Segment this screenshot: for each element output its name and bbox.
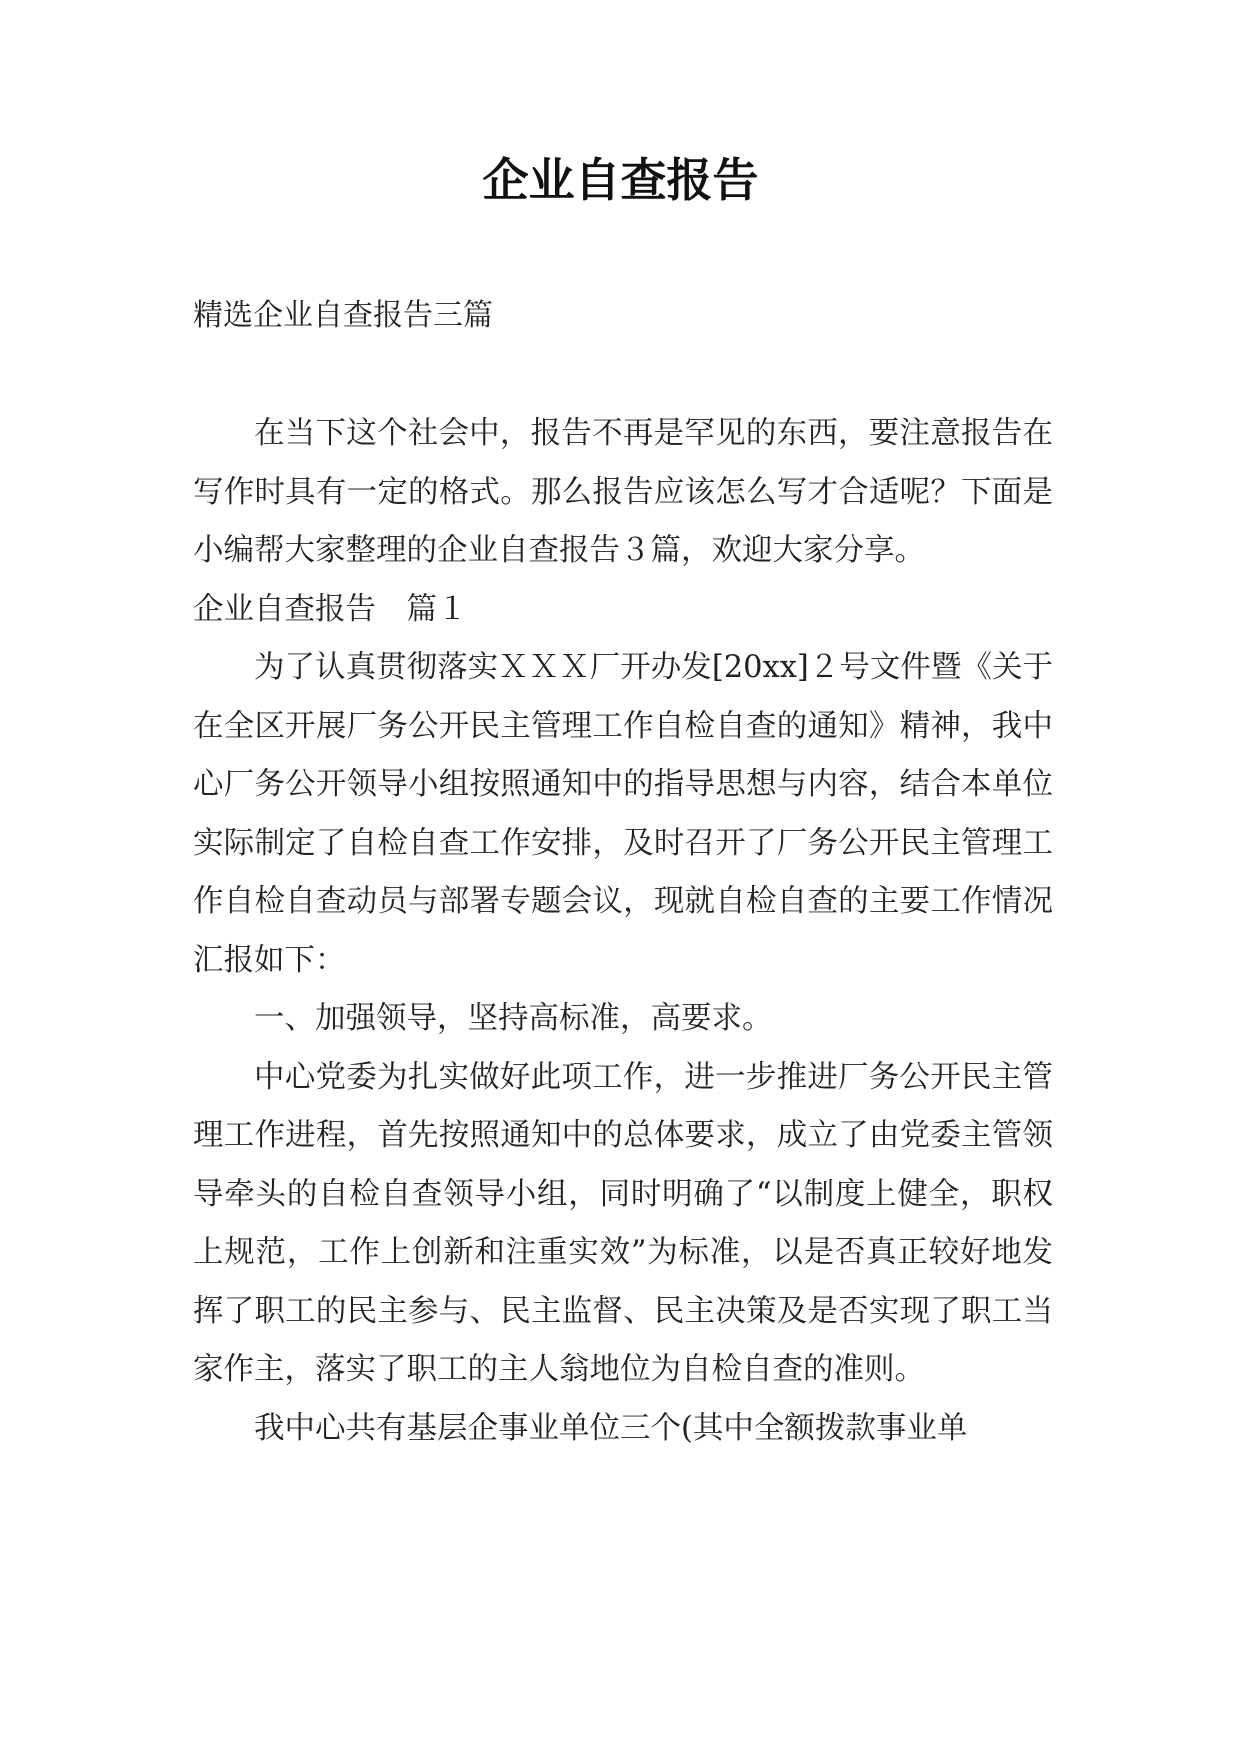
body-paragraph: 中心党委为扎实做好此项工作，进一步推进厂务公开民主管理工作进程，首先按照通知中的总体要求，成立了由党委主管领导牵头的自检自查领导小组，同时明确了“以制度上健全，职权上规范，工作上创新和注重实效”为标准，以是否真正较好地发挥了职工的民主参与、民主监督、民主决策及是否实现了职工当家作主，落实了职工的主人翁地位为自检自查的准则。 (193, 1059, 1053, 1387)
body-paragraph: 一、加强领导，坚持高标准，高要求。 (254, 1001, 773, 1036)
document-subtitle: 精选企业自查报告三篇 (193, 298, 493, 333)
document-title: 企业自查报告 (482, 153, 759, 207)
body-paragraph: 我中心共有基层企事业单位三个(其中全额拨款事业单 (254, 1410, 968, 1446)
document-body (193, 405, 1053, 1458)
body-paragraph: 企业自查报告 篇１ (193, 591, 468, 627)
body-paragraph: 在当下这个社会中，报告不再是罕见的东西，要注意报告在写作时具有一定的格式。那么报告应该怎么写才合适呢？下面是小编帮大家整理的企业自查报告３篇，欢迎大家分享。 (193, 416, 1053, 568)
body-paragraph: 为了认真贯彻落实ＸＸＸ厂开办发[20xx]２号文件暨《关于在全区开展厂务公开民主管理工作自检自查的通知》精神，我中心厂务公开领导小组按照通知中的指导思想与内容，结合本单位实际制定了自检自查工作安排，及时召开了厂务公开民主管理工作自检自查动员与部署专题会议，现就自检自查的主要工作情况汇报如下： (193, 650, 1053, 978)
